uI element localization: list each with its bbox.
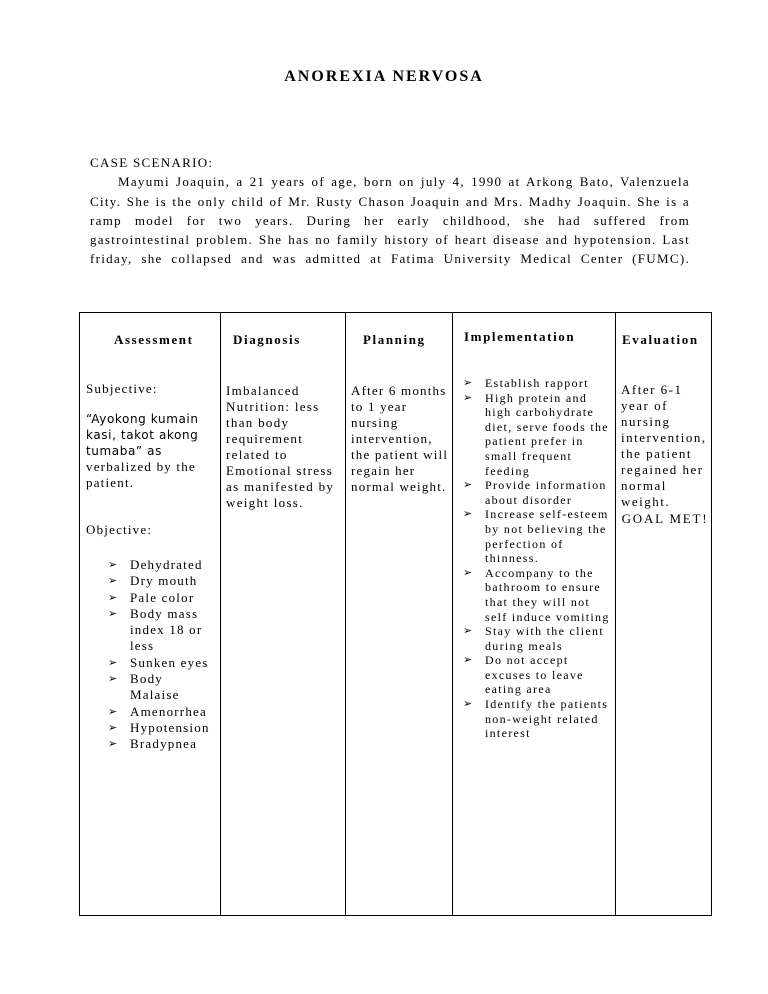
objective-item-text: Amenorrhea (130, 703, 207, 719)
header-evaluation: Evaluation (622, 332, 699, 347)
objective-item-text: Sunken eyes (130, 654, 209, 670)
case-scenario-body: Mayumi Joaquin, a 21 years of age, born on july 4, 1990 at Arkong Bato, Valenzuela City. She is the only child of Mr. Rusty Chason Joaquin and Mrs. Madhy Joaquin. She is a ramp model for two years. During her early childhood, she had suffered from gastrointestinal problem. She has no family history of heart disease and hypotension. Last friday, she collapsed and was admitted at Fatima University Medical Center (FUMC). (90, 174, 690, 267)
care-plan-table (79, 312, 712, 916)
header-planning: Planning (363, 332, 426, 347)
subjective-label: Subjective: (86, 381, 158, 396)
implementation-item (463, 697, 610, 741)
objective-item-text: Pale color (130, 589, 195, 605)
header-diagnosis: Diagnosis (233, 332, 301, 347)
diagnosis-cell: Imbalanced Nutrition: less than body requirement related to Emotional stress as manifested by weight loss. (226, 383, 335, 510)
objective-label: Objective: (86, 522, 153, 537)
implementation-item-text: Establish rapport (485, 376, 589, 390)
objective-item (86, 590, 214, 606)
arrow-bullet-icon: ➢ (108, 606, 119, 620)
objective-item (86, 736, 214, 752)
assessment-cell (86, 381, 217, 753)
implementation-cell (463, 376, 610, 741)
case-scenario (90, 153, 690, 288)
column-divider (615, 313, 616, 915)
column-divider (345, 313, 346, 915)
implementation-item-text: Do not accept excuses to leave eating area (485, 653, 584, 697)
implementation-item-text: High protein and high carbohydrate diet, serve foods the patient prefer in small frequent feeding (485, 390, 609, 478)
planning-cell: After 6 months to 1 year nursing intervention, the patient will regain her normal weight. (351, 383, 449, 494)
arrow-bullet-icon: ➢ (463, 390, 474, 404)
implementation-list (463, 376, 610, 741)
subjective-quote-tail: verbalized by the patient. (86, 459, 196, 490)
implementation-item-text: Increase self-esteem by not believing the perfection of thinness. (485, 507, 609, 566)
arrow-bullet-icon: ➢ (108, 737, 119, 751)
column-divider (452, 313, 453, 915)
objective-list (108, 557, 214, 753)
objective-item-text: Hypotension (130, 719, 210, 735)
objective-item (86, 606, 214, 655)
objective-item (86, 573, 214, 589)
document-title: ANOREXIA NERVOSA (284, 68, 484, 85)
arrow-bullet-icon: ➢ (108, 704, 119, 718)
arrow-bullet-icon: ➢ (463, 697, 474, 711)
objective-item-text: Body Malaise (130, 671, 180, 703)
arrow-bullet-icon: ➢ (463, 376, 474, 389)
objective-item (86, 720, 214, 736)
implementation-item-text: Provide information about disorder (485, 478, 607, 507)
evaluation-cell (621, 382, 709, 527)
subjective-quote: “Ayokong kumain kasi, takot akong tumaba” as (86, 412, 199, 458)
arrow-bullet-icon: ➢ (463, 624, 474, 638)
evaluation-text: After 6-1 year of nursing intervention, the patient regained her normal weight. (621, 382, 707, 509)
arrow-bullet-icon: ➢ (108, 574, 119, 588)
implementation-item (463, 653, 610, 697)
objective-item (86, 655, 214, 671)
arrow-bullet-icon: ➢ (108, 558, 119, 571)
objective-item-text: Bradypnea (130, 736, 198, 752)
arrow-bullet-icon: ➢ (108, 655, 119, 669)
implementation-item (463, 507, 610, 565)
arrow-bullet-icon: ➢ (463, 507, 474, 521)
implementation-item (463, 624, 610, 653)
arrow-bullet-icon: ➢ (463, 653, 474, 667)
header-implementation: Implementation (464, 329, 576, 344)
objective-item-text: Dehydrated (130, 557, 203, 572)
implementation-item (463, 391, 610, 479)
arrow-bullet-icon: ➢ (108, 672, 119, 686)
implementation-item-text: Identify the patients non-weight related interest (485, 697, 609, 741)
arrow-bullet-icon: ➢ (463, 565, 474, 579)
objective-item-text: Body mass index 18 or less (130, 605, 203, 654)
objective-item (86, 671, 214, 704)
implementation-item-text: Stay with the client during meals (485, 624, 604, 653)
implementation-item (463, 376, 610, 391)
goal-met: GOAL MET! (621, 511, 709, 526)
objective-item-text: Dry mouth (130, 573, 198, 589)
objective-item (86, 557, 214, 573)
implementation-item-text: Accompany to the bathroom to ensure that they will not self induce vomiting (485, 565, 610, 624)
arrow-bullet-icon: ➢ (108, 720, 119, 734)
column-divider (220, 313, 221, 915)
arrow-bullet-icon: ➢ (463, 478, 474, 492)
case-scenario-heading: CASE SCENARIO: (90, 155, 214, 170)
implementation-item (463, 478, 610, 507)
objective-item (86, 704, 214, 720)
header-assessment: Assessment (114, 332, 194, 347)
implementation-item (463, 566, 610, 624)
arrow-bullet-icon: ➢ (108, 590, 119, 604)
